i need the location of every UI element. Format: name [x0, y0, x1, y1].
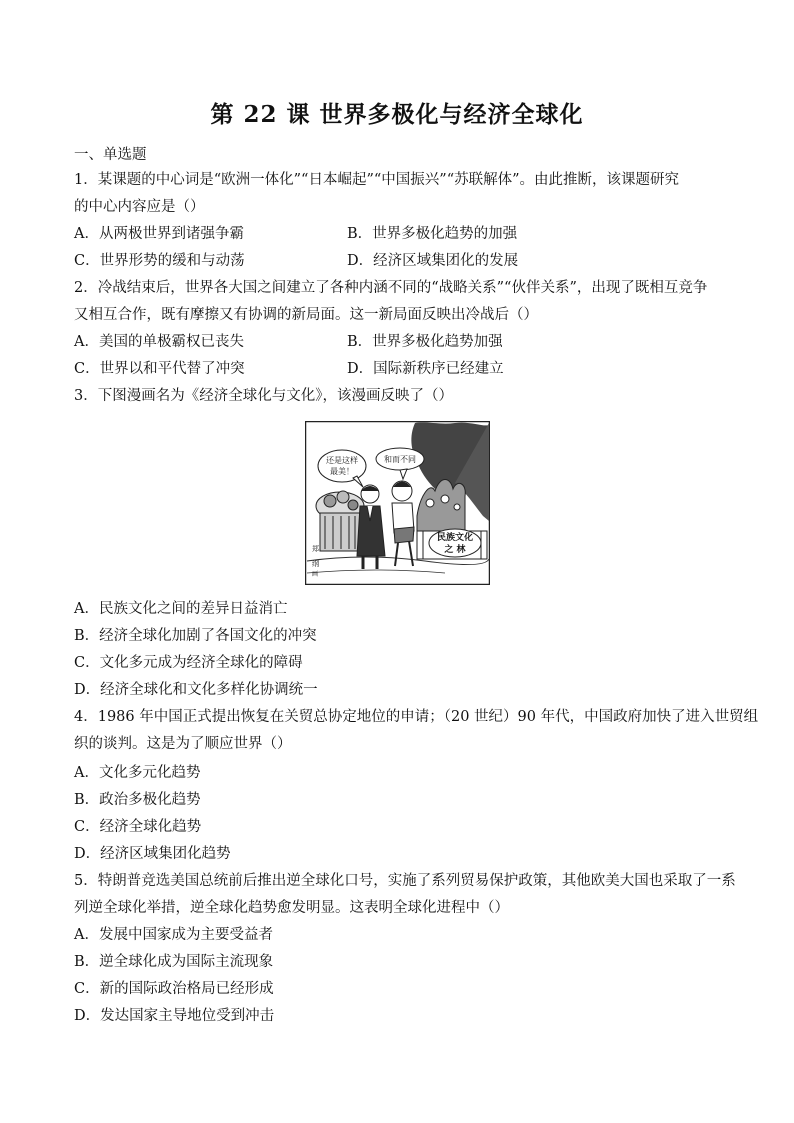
q2-option-d: D．国际新秩序已经建立	[347, 361, 504, 377]
q5-option-b: B．逆全球化成为国际主流现象	[74, 954, 274, 970]
q4-stem-line-1: 4．1986 年中国正式提出恢复在关贸总协定地位的申请；（20 世纪）90 年代，中国政府加快了进入世贸组	[74, 709, 759, 725]
cartoon-signature-1: 郑	[312, 545, 319, 553]
q5-stem-line-1: 5．特朗普竞选美国总统前后推出逆全球化口号，实施了系列贸易保护政策，其他欧美大国也采取了一系	[74, 873, 736, 889]
q4-option-b: B．政治多极化趋势	[74, 792, 201, 808]
cartoon-signature-3: 画	[312, 571, 319, 578]
cartoon-bubble-left-line-1: 还是这样	[326, 456, 358, 465]
q3-option-c: C．文化多元成为经济全球化的障碍	[74, 655, 303, 671]
q3-option-b: B．经济全球化加剧了各国文化的冲突	[74, 628, 317, 644]
q4-option-d: D．经济区域集团化趋势	[74, 846, 231, 862]
page-title: 第 22 课 世界多极化与经济全球化	[210, 101, 584, 128]
q5-stem-line-2: 列逆全球化举措，逆全球化趋势愈发明显。这表明全球化进程中（）	[74, 900, 509, 916]
cartoon-sign-line-2: 之 林	[444, 545, 466, 555]
q4-option-a: A．文化多元化趋势	[74, 765, 201, 781]
cartoon-bubble-left-line-2: 最美！	[330, 467, 354, 476]
cartoon-signature-2: 纲	[312, 560, 319, 568]
cartoon-bubble-right: 和而不同	[384, 455, 416, 464]
q3-option-a: A．民族文化之间的差异日益消亡	[74, 601, 288, 617]
cartoon-image	[305, 421, 490, 585]
q4-stem-line-2: 织的谈判。这是为了顺应世界（）	[74, 736, 292, 752]
q5-option-c: C．新的国际政治格局已经形成	[74, 981, 274, 997]
q1-option-d: D．经济区域集团化的发展	[347, 253, 519, 269]
q2-option-a: A．美国的单极霸权已丧失	[74, 334, 244, 350]
q4-option-c: C．经济全球化趋势	[74, 819, 202, 835]
q5-option-d: D．发达国家主导地位受到冲击	[74, 1008, 275, 1024]
q1-stem-line-1: 1．某课题的中心词是“欧洲一体化”“日本崛起”“中国振兴”“苏联解体”。由此推断，该课题研究	[74, 172, 680, 188]
section-heading: 一、单选题	[74, 147, 147, 163]
q3-option-d: D．经济全球化和文化多样化协调统一	[74, 682, 318, 698]
q1-option-b: B．世界多极化趋势的加强	[347, 226, 518, 242]
q1-option-c: C．世界形势的缓和与动荡	[74, 253, 245, 269]
q5-option-a: A．发展中国家成为主要受益者	[74, 927, 273, 943]
q2-stem-line-2: 又相互合作，既有摩擦又有协调的新局面。这一新局面反映出冷战后（）	[74, 307, 538, 323]
q2-option-c: C．世界以和平代替了冲突	[74, 361, 245, 377]
q1-stem-line-2: 的中心内容应是（）	[74, 199, 205, 215]
q2-option-b: B．世界多极化趋势加强	[347, 334, 503, 350]
q3-stem-line-1: 3．下图漫画名为《经济全球化与文化》，该漫画反映了（）	[74, 388, 453, 404]
q1-option-a: A．从两极世界到诸强争霸	[74, 226, 244, 242]
cartoon-sign-line-1: 民族文化	[436, 533, 474, 543]
q2-stem-line-1: 2．冷战结束后，世界各大国之间建立了各种内涵不同的“战略关系”“伙伴关系”，出现了既相互竞争	[74, 280, 708, 296]
